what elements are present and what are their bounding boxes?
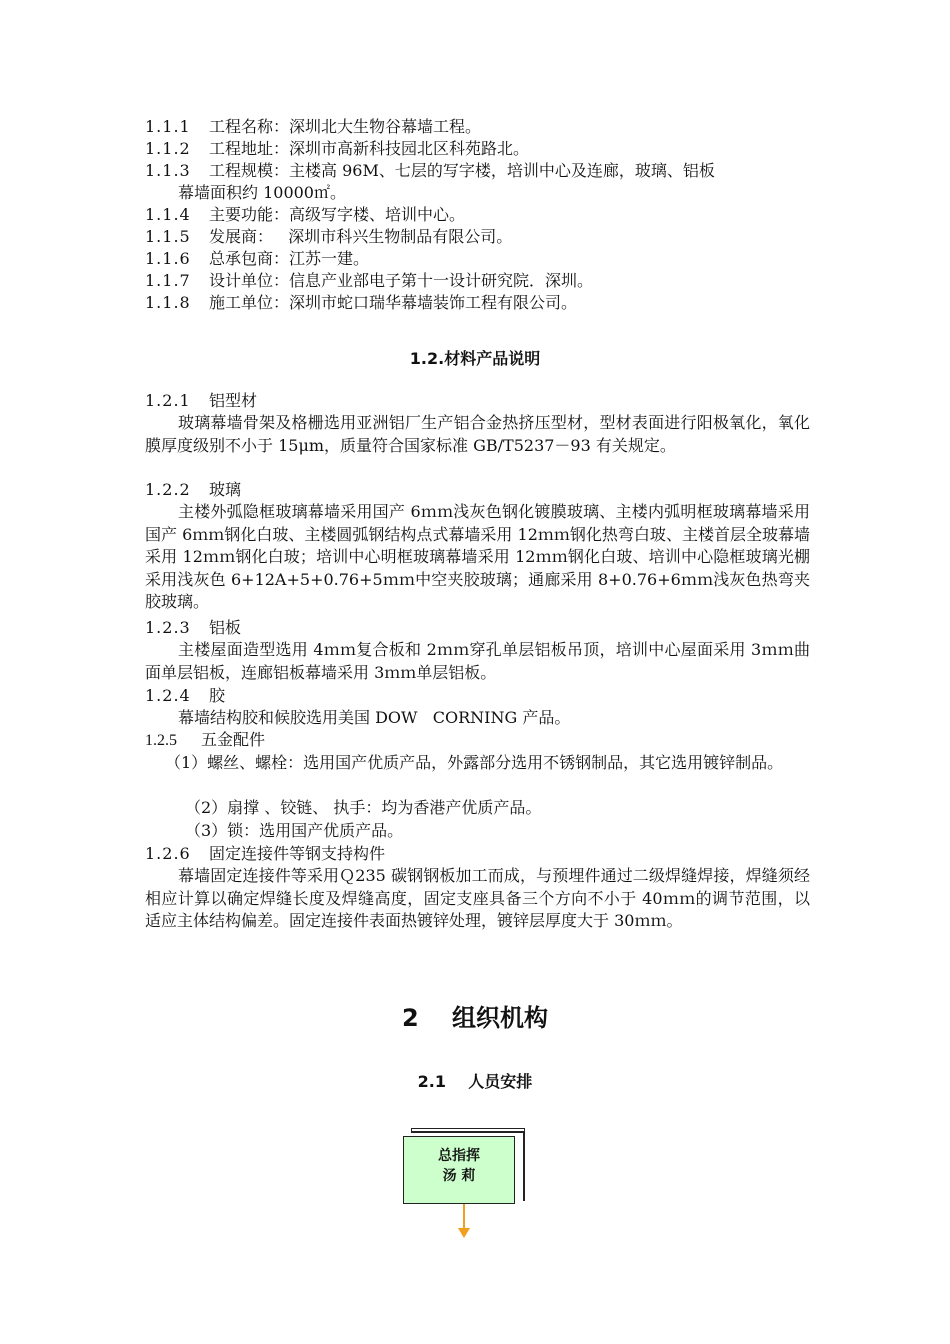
subsection-title: 五金配件: [201, 732, 266, 749]
info-line-7: [145, 270, 810, 292]
item-number: 1.1.7: [145, 271, 191, 290]
item-text: 设计单位：信息产业部电子第十一设计研究院．深圳。: [209, 271, 594, 290]
item-number: 1.1.5: [145, 227, 191, 246]
subsection-1-2-3-heading: [145, 617, 810, 639]
org-chart-commander-box: [403, 1136, 515, 1204]
item-text: 施工单位：深圳市蛇口瑞华幕墙装饰工程有限公司。: [209, 293, 578, 312]
down-arrow-icon: [458, 1228, 470, 1238]
subsection-number: 1.2.6: [145, 844, 191, 863]
info-line-4: [145, 204, 810, 226]
subsection-1-2-6-body: 幕墙固定连接件等采用Ｑ235 碳钢钢板加工而成，与预埋件通过二级焊缝焊接，焊缝须经相应计算以确定焊缝长度及焊缝高度，固定支座具备三个方向不小于 40ｍｍ的调节范围，以适应主体结构偏差。固定连接件表面热镀锌处理，镀锌层厚度大于 30ｍｍ。: [145, 866, 810, 930]
info-line-8: [145, 292, 810, 314]
subsection-number: 1.2.4: [145, 686, 191, 705]
subsection-number: 1.2.1: [145, 391, 191, 410]
info-line-3: [145, 160, 810, 182]
subsection-number: 1.2.3: [145, 618, 191, 637]
org-box-name: 汤 莉: [442, 1168, 476, 1184]
info-line-3-continued: [178, 182, 843, 204]
subsection-1-2-3-body: 主楼屋面造型选用 4ｍｍ复合板和 2ｍｍ穿孔单层铝板吊顶，培训中心屋面采用 3ｍｍ曲面单层铝板，连廊铝板幕墙采用 3ｍｍ单层铝板。: [145, 640, 810, 682]
section-heading-1-2: 1.2.材料产品说明: [409, 349, 541, 368]
item-number: 1.1.2: [145, 139, 191, 158]
item-text: 发展商： 深圳市科兴生物制品有限公司。: [209, 227, 513, 246]
subsection-title: 固定连接件等钢支持构件: [209, 844, 386, 863]
hardware-item-3: （3）锁：选用国产优质产品。: [185, 821, 404, 840]
section-heading-2-1: 2.1 人员安排: [417, 1072, 533, 1091]
info-line-5: [145, 226, 810, 248]
subsection-number: 1.2.2: [145, 480, 191, 499]
item-number: 1.1.1: [145, 117, 191, 136]
item-number: 1.1.6: [145, 249, 191, 268]
info-line-6: [145, 248, 810, 270]
subsection-1-2-1-body: 玻璃幕墙骨架及格栅选用亚洲铝厂生产铝合金热挤压型材，型材表面进行阳极氧化，氧化膜厚度级别不小于 15μm，质量符合国家标准 GB/T5237－93 有关规定。: [145, 413, 810, 455]
item-text: 幕墙面积约 10000㎡。: [178, 183, 346, 202]
info-line-1: [145, 116, 810, 138]
subsection-1-2-2-body: 主楼外弧隐框玻璃幕墙采用国产 6ｍｍ浅灰色钢化镀膜玻璃、主楼内弧明框玻璃幕墙采用国产 6ｍｍ钢化白玻、主楼圆弧钢结构点式幕墙采用 12ｍｍ钢化热弯白玻、主楼首层全玻幕墙采用 12ｍｍ钢化白玻；培训中心明框玻璃幕墙采用 12ｍｍ钢化白玻、培训中心隐框玻璃光棚采用浅灰色 6+12A+5+0.76+5ｍｍ中空夹胶玻璃；通廊采用 8+0.76+6ｍｍ浅灰色热弯夹胶玻璃。: [145, 502, 810, 611]
subsection-1-2-2-heading: [145, 479, 810, 501]
chapter-heading-2: 2 组织机构: [401, 1004, 549, 1032]
item-number: 1.1.8: [145, 293, 191, 312]
subsection-1-2-4-body: 幕墙结构胶和候胶选用美国 DOW CORNING 产品。: [178, 708, 571, 727]
item-text: 主要功能：高级写字楼、培训中心。: [209, 205, 466, 224]
info-line-2: [145, 138, 810, 160]
subsection-1-2-1-heading: [145, 390, 810, 412]
hardware-item-1: （1）螺丝、螺栓：选用国产优质产品，外露部分选用不锈钢制品，其它选用镀锌制品。: [165, 753, 784, 772]
item-text: 工程地址：深圳市高新科技园北区科苑路北。: [209, 139, 530, 158]
item-text: 工程规模：主楼高 96M、七层的写字楼，培训中心及连廊，玻璃、铝板: [209, 161, 715, 180]
org-chart-connector: [463, 1204, 465, 1230]
item-number: 1.1.4: [145, 205, 191, 224]
subsection-title: 玻璃: [209, 480, 242, 499]
item-text: 工程名称：深圳北大生物谷幕墙工程。: [209, 117, 482, 136]
hardware-item-2: （2）扇撑 、铰链、 执手：均为香港产优质产品。: [185, 798, 542, 817]
item-text: 总承包商：江苏一建。: [209, 249, 370, 268]
subsection-title: 铝型材: [209, 391, 258, 410]
subsection-1-2-6-heading: [145, 843, 810, 865]
subsection-title: 铝板: [209, 618, 242, 637]
org-box-title: 总指挥: [438, 1148, 480, 1164]
subsection-title: 胶: [209, 686, 226, 705]
subsection-1-2-4-heading: [145, 685, 810, 707]
subsection-1-2-5-heading: [145, 730, 810, 752]
subsection-number: 1.2.5: [145, 732, 177, 749]
item-number: 1.1.3: [145, 161, 191, 180]
